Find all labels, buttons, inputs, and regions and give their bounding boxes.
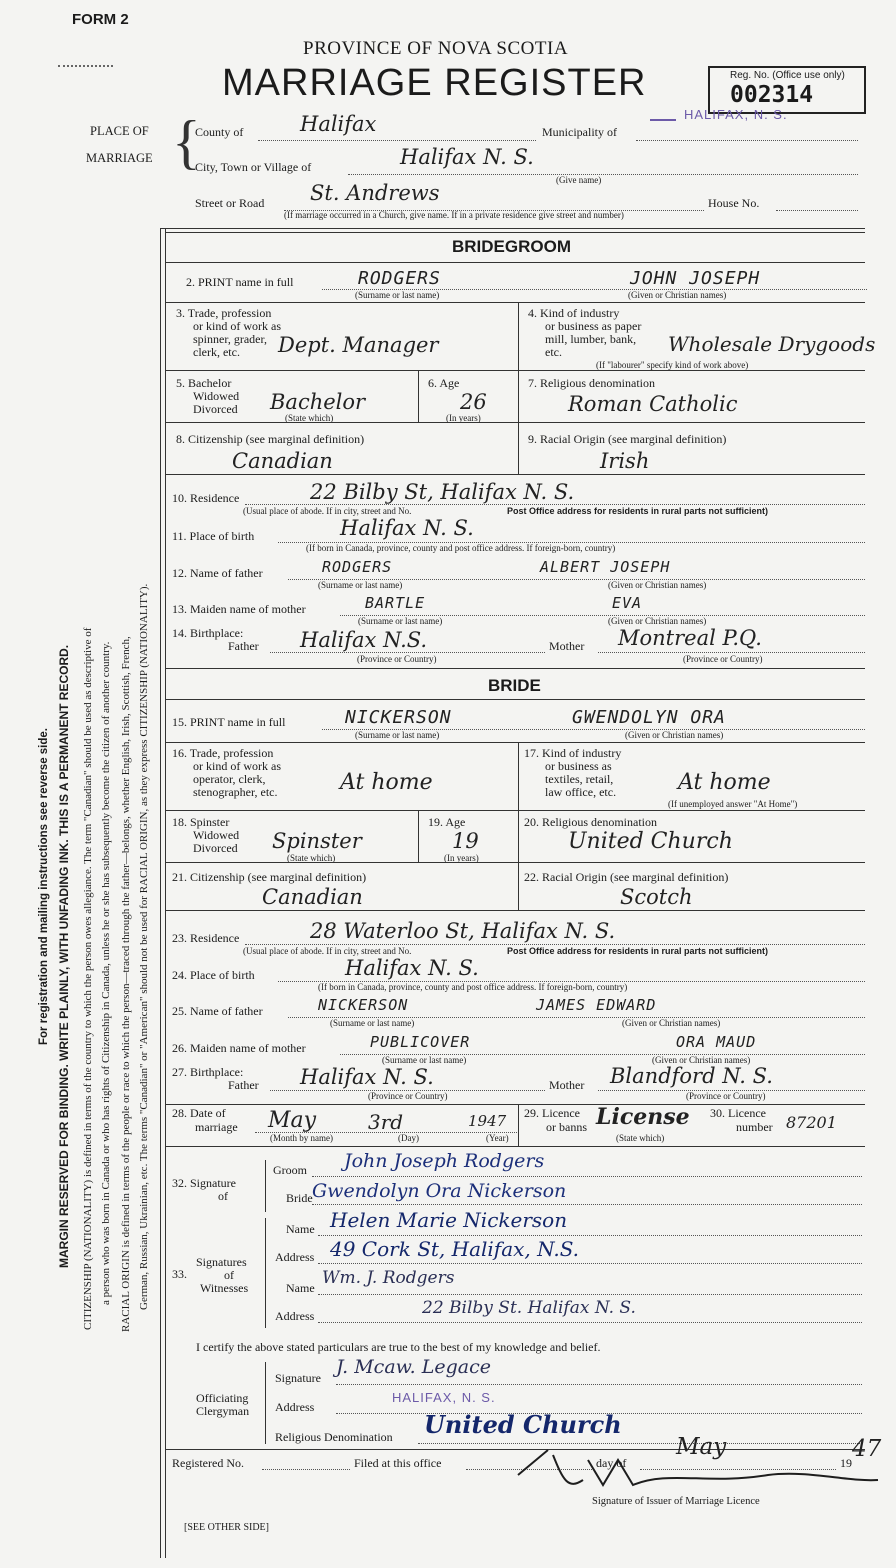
field-32-l1: 32. Signature xyxy=(172,1176,236,1190)
field-14-l1: 14. Birthplace: xyxy=(172,626,244,640)
filed-label: Filed at this office xyxy=(354,1456,442,1470)
field-17-l1: 17. Kind of industry xyxy=(524,746,622,760)
month-note: (Month by name) xyxy=(270,1133,333,1143)
bride-age: 19 xyxy=(452,829,479,853)
bride-mother-bp-label: Mother xyxy=(549,1078,585,1092)
bride-father-bp: Halifax N. S. xyxy=(300,1065,434,1089)
margin-note-5: RACIAL ORIGIN is defined in terms of the people or race to which the person—traced through the father—belongs, whether English, Irish, Scottish, French, xyxy=(120,636,132,1332)
field-28-l1: 28. Date of xyxy=(172,1106,226,1120)
clergy-sig-label: Signature xyxy=(275,1371,321,1385)
province-heading: PROVINCE OF NOVA SCOTIA xyxy=(303,38,569,59)
wit-label-2: of xyxy=(224,1268,234,1282)
filed-month: May xyxy=(676,1434,727,1460)
street-note: (If marriage occurred in a Church, give name. If in a private residence give street and number) xyxy=(284,210,624,220)
w2-addr-label: Address xyxy=(275,1309,315,1323)
groom-given-note: (Given or Christian names) xyxy=(628,290,727,300)
groom-father-given: ALBERT JOSEPH xyxy=(540,558,671,576)
page-title: MARRIAGE REGISTER xyxy=(222,62,647,104)
day-of-label: day of xyxy=(596,1456,627,1470)
bride-trade: At home xyxy=(340,770,433,795)
groom-father-sn-note: (Surname or last name) xyxy=(318,580,403,590)
field-24-label: 24. Place of birth xyxy=(172,968,255,982)
house-label: House No. xyxy=(708,196,760,210)
groom-age-note: (In years) xyxy=(446,413,481,423)
clergy-signature: J. Mcaw. Legace xyxy=(336,1356,491,1378)
groom-mother-given: EVA xyxy=(612,594,643,612)
groom-fbp-line xyxy=(270,652,545,653)
bride-birth-note: (If born in Canada, province, county and post office address. If foreign-born, country) xyxy=(318,982,628,992)
margin-note-6: German, Russian, Ukrainian, etc. The terms "Canadian" or "American" should not be used for RACIAL ORIGIN, as they express CITIZENSHIP (NATIONALITY). xyxy=(138,583,150,1310)
county-line xyxy=(258,140,536,141)
field-14-l2: Father xyxy=(228,639,259,653)
bride-given-note: (Given or Christian names) xyxy=(625,730,724,740)
line-br-6 xyxy=(165,1104,865,1105)
line-bg-4 xyxy=(165,422,865,423)
street-value: St. Andrews xyxy=(310,181,440,205)
line-bg-head xyxy=(165,262,865,263)
margin-note-3: CITIZENSHIP (NATIONALITY) is defined in terms of the country to which the person owes allegiance. The term "Canadian" should be used as descriptive of xyxy=(82,627,94,1330)
bride-mother-surname: PUBLICOVER xyxy=(370,1033,471,1051)
field-16-l1: 16. Trade, profession xyxy=(172,746,274,760)
field-17-l3: textiles, retail, xyxy=(545,772,614,786)
field-19-label: 19. Age xyxy=(428,815,466,829)
groom-mbp-line xyxy=(598,652,865,653)
groom-sig-line xyxy=(312,1176,862,1177)
field-17-note: (If unemployed answer "At Home") xyxy=(668,799,798,809)
bride-religion: United Church xyxy=(568,829,733,854)
w2-addr-line xyxy=(318,1322,862,1323)
bride-mother-bp: Blandford N. S. xyxy=(610,1064,773,1088)
field-2-label: 2. PRINT name in full xyxy=(186,275,294,289)
bride-status: Spinster xyxy=(272,829,362,853)
clergy-bracket xyxy=(265,1362,266,1444)
field-11-label: 11. Place of birth xyxy=(172,529,255,543)
line-br-4 xyxy=(165,862,865,863)
see-other-side: [SEE OTHER SIDE] xyxy=(184,1522,269,1533)
groom-residence-line xyxy=(245,504,865,505)
field-30-l1: 30. Licence xyxy=(710,1106,766,1120)
certify-text: I certify the above stated particulars are true to the best of my knowledge and belief. xyxy=(196,1340,601,1354)
licence-type: License xyxy=(596,1104,690,1130)
line-bg-2 xyxy=(165,302,865,303)
groom-birth-note: (If born in Canada, province, county and post office address. If foreign-born, country) xyxy=(306,543,616,553)
day-note: (Day) xyxy=(398,1133,419,1143)
registered-label: Registered No. xyxy=(172,1456,244,1470)
field-13-label: 13. Maiden name of mother xyxy=(172,602,306,616)
w1-name-label: Name xyxy=(286,1222,315,1236)
field-17-l2: or business as xyxy=(545,759,612,773)
groom-father-bp: Halifax N.S. xyxy=(300,628,428,652)
bride-residence-line xyxy=(245,944,865,945)
groom-birthplace: Halifax N. S. xyxy=(340,516,474,540)
field-5-l1: 5. Bachelor xyxy=(176,376,232,390)
field-29-l1: 29. Licence xyxy=(524,1106,580,1120)
bride-father-surname: NICKERSON xyxy=(318,996,409,1014)
w1-addr-label: Address xyxy=(275,1250,315,1264)
field-20-label: 20. Religious denomination xyxy=(524,815,657,829)
halifax-stamp-bottom: HALIFAX, N. S. xyxy=(392,1390,496,1405)
form-number: FORM 2 xyxy=(72,11,129,28)
vline-bg-8 xyxy=(518,422,519,474)
field-18-l3: Divorced xyxy=(193,841,238,855)
county-label: County of xyxy=(195,125,244,139)
bride-father-sn-note: (Surname or last name) xyxy=(330,1018,415,1028)
place-of-label: PLACE OF xyxy=(90,124,149,138)
w2-address: 22 Bilby St. Halifax N. S. xyxy=(422,1298,636,1318)
groom-industry: Wholesale Drygoods xyxy=(668,332,876,356)
field-3-l3: spinner, grader, xyxy=(193,332,268,346)
vline-28 xyxy=(518,1104,519,1146)
groom-res-note-a: (Usual place of abode. If in city, street and No. xyxy=(243,506,412,516)
field-18-l2: Widowed xyxy=(193,828,240,842)
bride-res-note-b: Post Office address for residents in rural parts not sufficient) xyxy=(507,946,769,956)
field-7-label: 7. Religious denomination xyxy=(528,376,655,390)
field-3-l2: or kind of work as xyxy=(193,319,281,333)
bride-state-note: (State which) xyxy=(287,853,336,863)
frame-top-2 xyxy=(165,232,865,233)
bride-heading: BRIDE xyxy=(488,676,541,695)
bridegroom-heading: BRIDEGROOM xyxy=(452,237,571,256)
bride-sig-line xyxy=(312,1204,862,1205)
line-bg-5 xyxy=(165,474,865,475)
field-17-l4: law office, etc. xyxy=(545,785,617,799)
marriage-month: May xyxy=(268,1108,317,1133)
city-label: City, Town or Village of xyxy=(195,160,312,174)
line-bg-3 xyxy=(165,370,865,371)
field-16-l2: or kind of work as xyxy=(193,759,281,773)
groom-name-label xyxy=(186,276,293,289)
line-bg-end xyxy=(165,668,865,669)
frame-left-inner xyxy=(165,228,166,1558)
clergy-denomination: United Church xyxy=(424,1410,622,1439)
bride-res-note-a: (Usual place of abode. If in city, street and No. xyxy=(243,946,412,956)
bride-citizenship: Canadian xyxy=(262,885,363,909)
issuer-signature-scrawl xyxy=(508,1440,888,1500)
field-22-label: 22. Racial Origin (see marginal definition) xyxy=(524,870,729,884)
bride-age-note: (In years) xyxy=(444,853,479,863)
registered-line xyxy=(262,1469,350,1470)
groom-sig-label: Groom xyxy=(273,1163,307,1177)
field-21-label: 21. Citizenship (see marginal definition) xyxy=(172,870,367,884)
w1-name-line xyxy=(318,1235,862,1236)
street-label: Street or Road xyxy=(195,196,265,210)
bride-industry: At home xyxy=(678,770,771,795)
field-8-label: 8. Citizenship (see marginal definition) xyxy=(176,432,365,446)
groom-mbp-note: (Province or Country) xyxy=(683,654,763,664)
line-br-3 xyxy=(165,810,865,811)
stamp-dash xyxy=(650,119,676,121)
city-line xyxy=(348,174,858,175)
bride-residence: 28 Waterloo St, Halifax N. S. xyxy=(310,919,616,943)
vline-br-16 xyxy=(518,742,519,910)
w1-name: Helen Marie Nickerson xyxy=(330,1208,568,1232)
margin-note-2: MARGIN RESERVED FOR BINDING. WRITE PLAINLY, WITH UNFADING INK. THIS IS A PERMANENT RECORD. xyxy=(57,644,71,1268)
line-br-2 xyxy=(165,742,865,743)
reg-no-label: Reg. No. (Office use only) xyxy=(730,70,845,81)
groom-religion: Roman Catholic xyxy=(568,392,738,416)
bride-racial: Scotch xyxy=(620,885,693,909)
vline-bg-5a xyxy=(418,370,419,422)
w1-address: 49 Cork St, Halifax, N.S. xyxy=(330,1237,580,1261)
clergy-label-1: Officiating xyxy=(196,1391,249,1405)
groom-fbp-note: (Province or Country) xyxy=(357,654,437,664)
groom-mother-gn-note: (Given or Christian names) xyxy=(608,616,707,626)
wit-label-1: Signatures xyxy=(196,1255,247,1269)
county-value: Halifax xyxy=(300,112,377,136)
field-9-label: 9. Racial Origin (see marginal definition) xyxy=(528,432,727,446)
groom-mother-bp-label: Mother xyxy=(549,639,585,653)
line-28-end xyxy=(165,1146,865,1147)
groom-res-note-b: Post Office address for residents in rural parts not sufficient) xyxy=(507,506,769,516)
clergy-label-2: Clergyman xyxy=(196,1404,250,1418)
groom-mother-bp: Montreal P.Q. xyxy=(618,626,762,650)
vline-bg-3 xyxy=(518,302,519,422)
field-28-l2: marriage xyxy=(195,1120,238,1134)
brace: { xyxy=(172,109,201,175)
groom-father-gn-note: (Given or Christian names) xyxy=(608,580,707,590)
field-16-l4: stenographer, etc. xyxy=(193,785,278,799)
bride-mother-given: ORA MAUD xyxy=(676,1033,757,1051)
municipality-line xyxy=(636,140,858,141)
bride-birthplace: Halifax N. S. xyxy=(345,956,479,980)
field-4-l3: mill, lumber, bank, xyxy=(545,332,637,346)
groom-father-surname: RODGERS xyxy=(322,558,393,576)
field-27-l1: 27. Birthplace: xyxy=(172,1065,244,1079)
groom-state-note: (State which) xyxy=(285,413,334,423)
ink-mark xyxy=(58,65,113,67)
w1-addr-line xyxy=(318,1263,862,1264)
filed-year: 47 xyxy=(852,1436,882,1462)
groom-surname: RODGERS xyxy=(358,268,441,289)
clergy-sig-line xyxy=(336,1384,862,1385)
line-br-head xyxy=(165,699,865,700)
field-23-label: 23. Residence xyxy=(172,931,240,945)
field-4-l1: 4. Kind of industry xyxy=(528,306,620,320)
bride-sig-label: Bride xyxy=(286,1191,313,1205)
bride-father-given: JAMES EDWARD xyxy=(536,996,657,1014)
field-32-l2: of xyxy=(218,1189,228,1203)
w2-name: Wm. J. Rodgers xyxy=(322,1268,455,1288)
field-25-label: 25. Name of father xyxy=(172,1004,263,1018)
bride-mother-gn-note: (Given or Christian names) xyxy=(652,1055,751,1065)
field-33: 33. xyxy=(172,1267,187,1281)
field-3-l1: 3. Trade, profession xyxy=(176,306,272,320)
marriage-year: 1947 xyxy=(468,1112,507,1130)
groom-status: Bachelor xyxy=(270,390,366,414)
field-4-l2: or business as paper xyxy=(545,319,642,333)
bride-surname: NICKERSON xyxy=(345,707,452,728)
give-name-note: (Give name) xyxy=(556,175,602,185)
groom-citizenship: Canadian xyxy=(232,449,333,473)
field-3-l4: clerk, etc. xyxy=(193,345,240,359)
halifax-stamp-top: HALIFAX, N. S. xyxy=(684,107,788,122)
field-6-label: 6. Age xyxy=(428,376,460,390)
house-line xyxy=(776,210,858,211)
issuer-note: Signature of Issuer of Marriage Licence xyxy=(592,1496,760,1507)
groom-age: 26 xyxy=(460,390,487,414)
field-5-l3: Divorced xyxy=(193,402,238,416)
sig-bracket xyxy=(265,1160,266,1212)
field-4-l4: etc. xyxy=(545,345,562,359)
filed-year-prefix: 19 xyxy=(840,1456,852,1470)
field-29-l2: or banns xyxy=(546,1120,587,1134)
frame-left-outer xyxy=(160,228,161,1558)
year-note: (Year) xyxy=(486,1133,509,1143)
licence-note: (State which) xyxy=(616,1133,665,1143)
groom-racial: Irish xyxy=(600,449,650,473)
groom-trade: Dept. Manager xyxy=(278,333,439,357)
marriage-label: MARRIAGE xyxy=(86,151,153,165)
field-15-label: 15. PRINT name in full xyxy=(172,715,286,729)
bride-mbp-note: (Province or Country) xyxy=(686,1091,766,1101)
wit-label-3: Witnesses xyxy=(200,1281,249,1295)
clergy-addr-label: Address xyxy=(275,1400,315,1414)
line-br-5 xyxy=(165,910,865,911)
bride-mother-sn-note: (Surname or last name) xyxy=(382,1055,467,1065)
marriage-day: 3rd xyxy=(368,1110,404,1134)
groom-surname-note: (Surname or last name) xyxy=(355,290,440,300)
groom-given: JOHN JOSEPH xyxy=(630,268,761,289)
field-4-note: (If "labourer" specify kind of work above) xyxy=(596,360,749,370)
field-27-l2: Father xyxy=(228,1078,259,1092)
field-30-l2: number xyxy=(736,1120,773,1134)
groom-mother-sn-note: (Surname or last name) xyxy=(358,616,443,626)
frame-top xyxy=(160,228,865,229)
field-10-label: 10. Residence xyxy=(172,491,240,505)
municipality-label: Municipality of xyxy=(542,125,617,139)
groom-mother-surname: BARTLE xyxy=(365,594,426,612)
field-12-label: 12. Name of father xyxy=(172,566,263,580)
margin-note-4: a person who was born in Canada or who has rights of Citizenship in Canada, unless he or she has subsequently become the citizen of another country. xyxy=(100,641,112,1305)
licence-number: 87201 xyxy=(786,1113,837,1132)
groom-residence: 22 Bilby St, Halifax N. S. xyxy=(310,480,575,504)
bride-surname-note: (Surname or last name) xyxy=(355,730,440,740)
clergy-den-label: Religious Denomination xyxy=(275,1430,393,1444)
field-16-l3: operator, clerk, xyxy=(193,772,266,786)
wit-bracket xyxy=(265,1218,266,1328)
groom-signature: John Joseph Rodgers xyxy=(344,1150,545,1172)
reg-no-value: 002314 xyxy=(730,82,814,108)
bride-father-gn-note: (Given or Christian names) xyxy=(622,1018,721,1028)
bride-signature: Gwendolyn Ora Nickerson xyxy=(312,1180,567,1202)
w2-name-label: Name xyxy=(286,1281,315,1295)
field-26-label: 26. Maiden name of mother xyxy=(172,1041,306,1055)
bride-fbp-note: (Province or Country) xyxy=(368,1091,448,1101)
city-value: Halifax N. S. xyxy=(400,145,534,169)
margin-note-1: For registration and mailing instructions see reverse side. xyxy=(38,728,50,1045)
field-5-l2: Widowed xyxy=(193,389,240,403)
w2-name-line xyxy=(318,1294,862,1295)
bride-given: GWENDOLYN ORA xyxy=(572,707,726,728)
vline-br-18 xyxy=(418,810,419,862)
field-18-l1: 18. Spinster xyxy=(172,815,230,829)
